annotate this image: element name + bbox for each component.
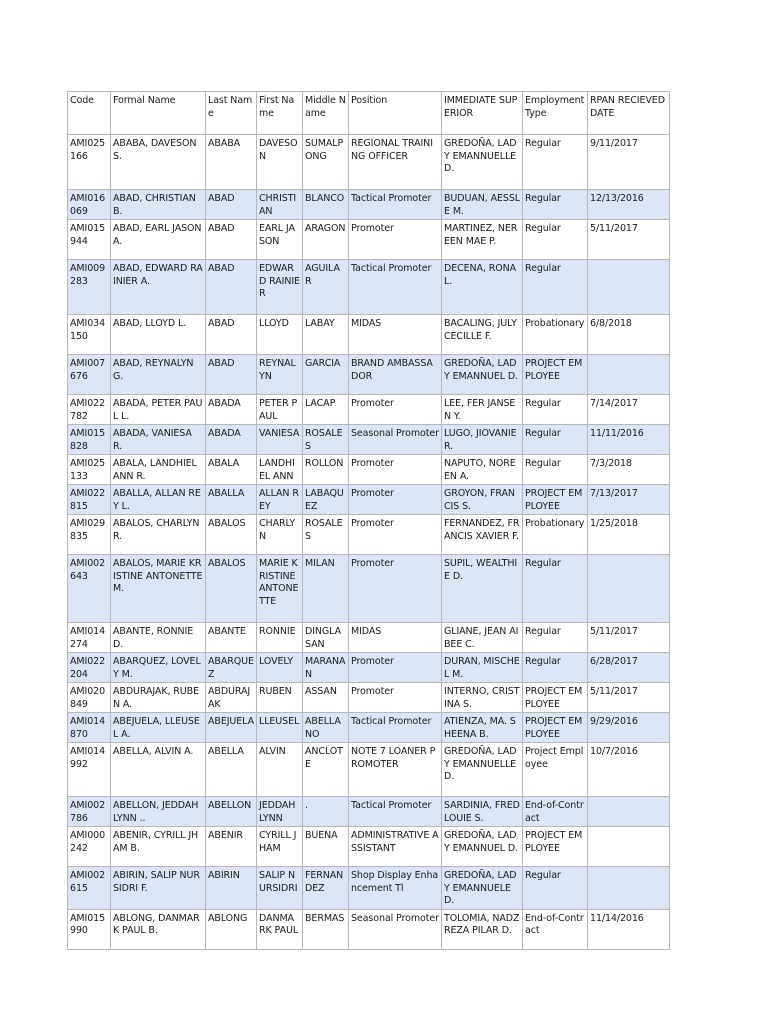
cell-rpan-received-date xyxy=(588,260,670,315)
cell-immediate-superior: GREDOÑA, LADY EMANNUELE D. xyxy=(442,867,523,910)
cell-last-name: ABIRIN xyxy=(206,867,257,910)
cell-formal-name: ABELLA, ALVIN A. xyxy=(111,743,206,797)
cell-position: REGIONAL TRAINING OFFICER xyxy=(349,135,442,190)
cell-middle-name: ASSAN xyxy=(303,683,349,713)
cell-last-name: ABANTE xyxy=(206,623,257,653)
cell-formal-name: ABDURAJAK, RUBEN A. xyxy=(111,683,206,713)
cell-rpan-received-date xyxy=(588,827,670,867)
table-row xyxy=(68,515,670,555)
cell-last-name: ABABA xyxy=(206,135,257,190)
cell-middle-name: MILAN xyxy=(303,555,349,623)
cell-last-name: ABADA xyxy=(206,395,257,425)
cell-position: Promoter xyxy=(349,455,442,485)
cell-first-name: DAVESON xyxy=(257,135,303,190)
cell-middle-name: AGUILAR xyxy=(303,260,349,315)
cell-middle-name: ANCLOTE xyxy=(303,743,349,797)
cell-position: Tactical Promoter xyxy=(349,190,442,220)
cell-immediate-superior: ATIENZA, MA. SHEENA B. xyxy=(442,713,523,743)
cell-first-name: RONNIE xyxy=(257,623,303,653)
cell-middle-name: DINGLASAN xyxy=(303,623,349,653)
header-row xyxy=(68,92,670,135)
cell-last-name: ABELLON xyxy=(206,797,257,827)
cell-employment-type: End-of-Contract xyxy=(523,797,588,827)
cell-employment-type: Regular xyxy=(523,220,588,260)
cell-immediate-superior: MARTINEZ, NEREEN MAE P. xyxy=(442,220,523,260)
cell-employment-type: PROJECT EMPLOYEE xyxy=(523,713,588,743)
cell-rpan-received-date xyxy=(588,555,670,623)
cell-immediate-superior: FERNANDEZ, FRANCIS XAVIER F. xyxy=(442,515,523,555)
cell-middle-name: ARAGON xyxy=(303,220,349,260)
cell-position: Promoter xyxy=(349,555,442,623)
cell-first-name: CHRISTIAN xyxy=(257,190,303,220)
col-header-position: Position xyxy=(349,92,442,135)
cell-first-name: PETER PAUL xyxy=(257,395,303,425)
cell-code: AMI007676 xyxy=(68,355,111,395)
cell-position: BRAND AMBASSADOR xyxy=(349,355,442,395)
table-row xyxy=(68,623,670,653)
cell-first-name: LOVELY xyxy=(257,653,303,683)
cell-formal-name: ABIRIN, SALIP NURSIDRI F. xyxy=(111,867,206,910)
cell-code: AMI034150 xyxy=(68,315,111,355)
table-row xyxy=(68,683,670,713)
cell-formal-name: ABAD, EDWARD RAINIER A. xyxy=(111,260,206,315)
cell-middle-name: BLANCO xyxy=(303,190,349,220)
cell-formal-name: ABADA, VANIESA R. xyxy=(111,425,206,455)
col-header-immediate-superior: IMMEDIATE SUPERIOR xyxy=(442,92,523,135)
col-header-last-name: Last Name xyxy=(206,92,257,135)
cell-last-name: ABAD xyxy=(206,220,257,260)
col-header-first-name: First Name xyxy=(257,92,303,135)
table-row xyxy=(68,220,670,260)
cell-code: AMI020849 xyxy=(68,683,111,713)
cell-formal-name: ABEJUELA, LLEUSEL A. xyxy=(111,713,206,743)
col-header-employment-type: Employment Type xyxy=(523,92,588,135)
cell-code: AMI014870 xyxy=(68,713,111,743)
table-row xyxy=(68,395,670,425)
cell-employment-type: Regular xyxy=(523,395,588,425)
cell-position: Tactical Promoter xyxy=(349,797,442,827)
table-row xyxy=(68,135,670,190)
cell-code: AMI022815 xyxy=(68,485,111,515)
cell-immediate-superior: BACALING, JULY CECILLE F. xyxy=(442,315,523,355)
cell-first-name: ALVIN xyxy=(257,743,303,797)
table-row xyxy=(68,713,670,743)
cell-code: AMI015828 xyxy=(68,425,111,455)
cell-last-name: ABEJUELA xyxy=(206,713,257,743)
cell-immediate-superior: GREDOÑA, LADY EMANNUELLE D. xyxy=(442,135,523,190)
table-row xyxy=(68,315,670,355)
cell-rpan-received-date xyxy=(588,797,670,827)
cell-immediate-superior: DECENA, RONA L. xyxy=(442,260,523,315)
cell-employment-type: Regular xyxy=(523,555,588,623)
cell-code: AMI014274 xyxy=(68,623,111,653)
cell-rpan-received-date: 7/3/2018 xyxy=(588,455,670,485)
cell-employment-type: Regular xyxy=(523,135,588,190)
cell-formal-name: ABARQUEZ, LOVELY M. xyxy=(111,653,206,683)
col-header-rpan-received-date: RPAN RECIEVED DATE xyxy=(588,92,670,135)
cell-rpan-received-date: 11/11/2016 xyxy=(588,425,670,455)
cell-rpan-received-date: 7/14/2017 xyxy=(588,395,670,425)
cell-last-name: ABAD xyxy=(206,315,257,355)
cell-code: AMI016069 xyxy=(68,190,111,220)
cell-rpan-received-date: 5/11/2017 xyxy=(588,683,670,713)
cell-formal-name: ABLONG, DANMARK PAUL B. xyxy=(111,909,206,949)
cell-position: ADMINISTRATIVE ASSISTANT xyxy=(349,827,442,867)
cell-code: AMI015990 xyxy=(68,909,111,949)
cell-code: AMI022204 xyxy=(68,653,111,683)
col-header-middle-name: Middle Name xyxy=(303,92,349,135)
table-row xyxy=(68,425,670,455)
cell-position: Shop Display Enhancement Tl xyxy=(349,867,442,910)
cell-code: AMI002786 xyxy=(68,797,111,827)
cell-position: MIDAS xyxy=(349,315,442,355)
cell-middle-name: BUENA xyxy=(303,827,349,867)
cell-last-name: ABDURAJAK xyxy=(206,683,257,713)
table-row xyxy=(68,260,670,315)
cell-employment-type: Regular xyxy=(523,867,588,910)
cell-middle-name: SUMALPONG xyxy=(303,135,349,190)
cell-middle-name: LABAQUEZ xyxy=(303,485,349,515)
cell-last-name: ABLONG xyxy=(206,909,257,949)
cell-formal-name: ABAD, CHRISTIAN B. xyxy=(111,190,206,220)
cell-last-name: ABALLA xyxy=(206,485,257,515)
cell-immediate-superior: LEE, FER JANSEN Y. xyxy=(442,395,523,425)
table-row xyxy=(68,555,670,623)
cell-immediate-superior: GLIANE, JEAN AIBEE C. xyxy=(442,623,523,653)
cell-middle-name: ROSALES xyxy=(303,515,349,555)
cell-position: Promoter xyxy=(349,220,442,260)
table-row xyxy=(68,867,670,910)
cell-employment-type: Regular xyxy=(523,190,588,220)
table-row xyxy=(68,190,670,220)
cell-first-name: SALIP NURSIDRI xyxy=(257,867,303,910)
cell-employment-type: Regular xyxy=(523,425,588,455)
cell-employment-type: End-of-Contract xyxy=(523,909,588,949)
cell-code: AMI015944 xyxy=(68,220,111,260)
cell-employment-type: Probationary xyxy=(523,515,588,555)
cell-immediate-superior: INTERNO, CRISTINA S. xyxy=(442,683,523,713)
cell-employment-type: Regular xyxy=(523,623,588,653)
cell-formal-name: ABANTE, RONNIE D. xyxy=(111,623,206,653)
cell-first-name: MARIE KRISTINE ANTONETTE xyxy=(257,555,303,623)
cell-first-name: CYRILL JHAM xyxy=(257,827,303,867)
cell-last-name: ABARQUEZ xyxy=(206,653,257,683)
cell-formal-name: ABAD, EARL JASON A. xyxy=(111,220,206,260)
cell-employment-type: PROJECT EMPLOYEE xyxy=(523,485,588,515)
cell-formal-name: ABALLA, ALLAN REY L. xyxy=(111,485,206,515)
cell-immediate-superior: DURAN, MISCHEL M. xyxy=(442,653,523,683)
cell-code: AMI022782 xyxy=(68,395,111,425)
cell-middle-name: . xyxy=(303,797,349,827)
cell-immediate-superior: NAPUTO, NOREEN A. xyxy=(442,455,523,485)
cell-last-name: ABALOS xyxy=(206,555,257,623)
cell-middle-name: BERMAS xyxy=(303,909,349,949)
cell-formal-name: ABAD, LLOYD L. xyxy=(111,315,206,355)
cell-middle-name: MARANAN xyxy=(303,653,349,683)
col-header-code: Code xyxy=(68,92,111,135)
cell-position: Promoter xyxy=(349,395,442,425)
table-row xyxy=(68,743,670,797)
cell-first-name: REYNALYN xyxy=(257,355,303,395)
cell-formal-name: ABADA, PETER PAUL L. xyxy=(111,395,206,425)
cell-position: MIDAS xyxy=(349,623,442,653)
cell-employment-type: Regular xyxy=(523,260,588,315)
cell-first-name: LLEUSEL xyxy=(257,713,303,743)
cell-rpan-received-date: 5/11/2017 xyxy=(588,220,670,260)
cell-middle-name: LACAP xyxy=(303,395,349,425)
cell-formal-name: ABALA, LANDHIEL ANN R. xyxy=(111,455,206,485)
cell-immediate-superior: SUPIL, WEALTHIE D. xyxy=(442,555,523,623)
cell-position: Promoter xyxy=(349,683,442,713)
cell-rpan-received-date: 6/8/2018 xyxy=(588,315,670,355)
cell-code: AMI009283 xyxy=(68,260,111,315)
cell-first-name: ALLAN REY xyxy=(257,485,303,515)
cell-rpan-received-date xyxy=(588,867,670,910)
cell-first-name: LLOYD xyxy=(257,315,303,355)
cell-first-name: LANDHIEL ANN xyxy=(257,455,303,485)
cell-last-name: ABAD xyxy=(206,260,257,315)
cell-employment-type: Regular xyxy=(523,455,588,485)
cell-last-name: ABENIR xyxy=(206,827,257,867)
cell-position: Tactical Promoter xyxy=(349,713,442,743)
cell-first-name: JEDDAH LYNN xyxy=(257,797,303,827)
cell-rpan-received-date: 1/25/2018 xyxy=(588,515,670,555)
cell-rpan-received-date: 9/11/2017 xyxy=(588,135,670,190)
cell-employment-type: Regular xyxy=(523,653,588,683)
cell-first-name: VANIESA xyxy=(257,425,303,455)
cell-rpan-received-date: 7/13/2017 xyxy=(588,485,670,515)
cell-rpan-received-date: 9/29/2016 xyxy=(588,713,670,743)
cell-rpan-received-date: 11/14/2016 xyxy=(588,909,670,949)
cell-middle-name: ABELLANO xyxy=(303,713,349,743)
table-row xyxy=(68,797,670,827)
cell-first-name: CHARLYN xyxy=(257,515,303,555)
cell-code: AMI029835 xyxy=(68,515,111,555)
table-row xyxy=(68,355,670,395)
cell-immediate-superior: GROYON, FRANCIS S. xyxy=(442,485,523,515)
cell-immediate-superior: GREDOÑA, LADY EMANNUEL D. xyxy=(442,355,523,395)
cell-middle-name: ROSALES xyxy=(303,425,349,455)
cell-formal-name: ABALOS, MARIE KRISTINE ANTONETTE M. xyxy=(111,555,206,623)
cell-formal-name: ABALOS, CHARLYN R. xyxy=(111,515,206,555)
cell-last-name: ABALOS xyxy=(206,515,257,555)
table-row xyxy=(68,455,670,485)
cell-code: AMI025166 xyxy=(68,135,111,190)
cell-immediate-superior: BUDUAN, AESSLE M. xyxy=(442,190,523,220)
cell-first-name: EDWARD RAINIER xyxy=(257,260,303,315)
cell-rpan-received-date: 12/13/2016 xyxy=(588,190,670,220)
cell-position: Promoter xyxy=(349,653,442,683)
table-row xyxy=(68,909,670,949)
cell-last-name: ABADA xyxy=(206,425,257,455)
cell-code: AMI002615 xyxy=(68,867,111,910)
cell-rpan-received-date: 6/28/2017 xyxy=(588,653,670,683)
cell-position: Promoter xyxy=(349,485,442,515)
table-row xyxy=(68,827,670,867)
employee-table xyxy=(67,91,670,950)
cell-position: Tactical Promoter xyxy=(349,260,442,315)
cell-employment-type: Probationary xyxy=(523,315,588,355)
cell-position: NOTE 7 LOANER PROMOTER xyxy=(349,743,442,797)
cell-last-name: ABALA xyxy=(206,455,257,485)
cell-position: Promoter xyxy=(349,515,442,555)
cell-first-name: RUBEN xyxy=(257,683,303,713)
cell-immediate-superior: GREDOÑA, LADY EMANNUEL D. xyxy=(442,827,523,867)
col-header-formal-name: Formal Name xyxy=(111,92,206,135)
cell-formal-name: ABELLON, JEDDAH LYNN .. xyxy=(111,797,206,827)
cell-last-name: ABELLA xyxy=(206,743,257,797)
cell-formal-name: ABENIR, CYRILL JHAM B. xyxy=(111,827,206,867)
cell-code: AMI025133 xyxy=(68,455,111,485)
cell-first-name: EARL JASON xyxy=(257,220,303,260)
table-row xyxy=(68,485,670,515)
cell-middle-name: GARCIA xyxy=(303,355,349,395)
cell-code: AMI000242 xyxy=(68,827,111,867)
cell-employment-type: PROJECT EMPLOYEE xyxy=(523,683,588,713)
cell-rpan-received-date xyxy=(588,355,670,395)
cell-first-name: DANMARK PAUL xyxy=(257,909,303,949)
cell-last-name: ABAD xyxy=(206,355,257,395)
cell-formal-name: ABAD, REYNALYN G. xyxy=(111,355,206,395)
cell-position: Seasonal Promoter xyxy=(349,909,442,949)
cell-immediate-superior: LUGO, JIOVANIE R. xyxy=(442,425,523,455)
cell-code: AMI014992 xyxy=(68,743,111,797)
cell-rpan-received-date: 10/7/2016 xyxy=(588,743,670,797)
cell-employment-type: Project Employee xyxy=(523,743,588,797)
cell-middle-name: FERNANDEZ xyxy=(303,867,349,910)
cell-middle-name: ROLLON xyxy=(303,455,349,485)
cell-employment-type: PROJECT EMPLOYEE xyxy=(523,827,588,867)
cell-employment-type: PROJECT EMPLOYEE xyxy=(523,355,588,395)
cell-middle-name: LABAY xyxy=(303,315,349,355)
cell-code: AMI002643 xyxy=(68,555,111,623)
cell-formal-name: ABABA, DAVESON S. xyxy=(111,135,206,190)
cell-immediate-superior: TOLOMIA, NADZREZA PILAR D. xyxy=(442,909,523,949)
cell-rpan-received-date: 5/11/2017 xyxy=(588,623,670,653)
cell-position: Seasonal Promoter xyxy=(349,425,442,455)
cell-immediate-superior: SARDINIA, FRED LOUIE S. xyxy=(442,797,523,827)
cell-last-name: ABAD xyxy=(206,190,257,220)
cell-immediate-superior: GREDOÑA, LADY EMANNUELLE D. xyxy=(442,743,523,797)
table-row xyxy=(68,653,670,683)
